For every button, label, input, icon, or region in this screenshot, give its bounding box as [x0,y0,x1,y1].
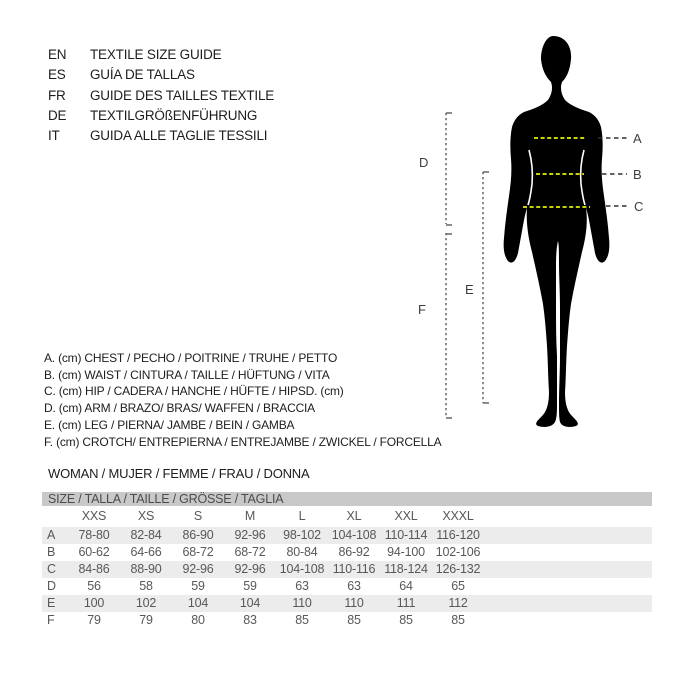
row-key: C [47,562,56,576]
woman-silhouette-shape [504,36,610,427]
size-value-cell: 94-100 [387,545,425,559]
language-title: TEXTILGRÖßENFÜHRUNG [90,107,258,123]
size-value-cell: 88-90 [130,562,162,576]
language-code: ES [48,67,66,83]
size-table [42,492,652,629]
figure-label-f: F [418,302,426,317]
language-code: DE [48,107,67,123]
language-code: EN [48,47,67,62]
size-value-cell: 80 [191,613,205,627]
size-value-cell: 112 [448,596,468,610]
row-filler [484,544,652,561]
size-header-row [42,506,652,527]
size-value-cell: 92-96 [234,562,266,576]
size-value-cell: 63 [347,579,361,593]
table-row [42,612,652,629]
size-value-cell: 102-106 [435,545,481,559]
size-value-cell: 104 [239,596,261,610]
audience-line: WOMAN / MUJER / FEMME / FRAU / DONNA [48,466,310,481]
size-value-cell: 126-132 [435,562,481,576]
row-filler [484,578,652,595]
language-row [48,126,274,146]
measure-ticks-df [446,113,452,418]
row-filler [484,527,652,544]
size-value-cell: 116-120 [436,528,480,542]
language-code: IT [48,128,60,144]
size-value-cell: 79 [139,613,153,627]
size-value-cell: 68-72 [234,545,266,559]
figure-label-c: C [634,199,644,214]
size-value-cell: 78-80 [78,528,110,542]
size-value-cell: 85 [295,613,309,627]
language-row [48,86,274,106]
table-row [42,527,652,544]
size-value-cell: 102 [135,596,157,610]
size-value-cell: 110 [292,596,312,610]
legend-item: D. (cm) ARM / BRAZO/ BRAS/ WAFFEN / BRACCIA [44,401,315,416]
size-value-cell: 83 [243,613,257,627]
size-value-cell: 104-108 [279,562,325,576]
size-value-cell: 59 [191,579,205,593]
size-value-cell: 64 [399,579,413,593]
table-row [42,595,652,612]
size-value-cell: 58 [139,579,153,593]
size-value-cell: 98-102 [283,528,321,542]
size-value-cell: 118-124 [384,562,428,576]
size-value-cell: 84-86 [78,562,110,576]
language-title-list [48,45,274,146]
size-value-cell: 110-114 [384,528,428,542]
row-filler [484,595,652,612]
row-filler [484,561,652,578]
header-filler [484,506,652,527]
language-title: GUÍA DE TALLAS [90,67,195,83]
language-code: FR [48,87,66,103]
legend-item: A. (cm) CHEST / PECHO / POITRINE / TRUHE / PETTO [44,351,338,365]
size-column-header: XXL [394,509,418,523]
legend-item: C. (cm) HIP / CADERA / HANCHE / HÜFTE / HIPSD. (cm) [44,384,344,399]
size-value-cell: 85 [347,613,361,627]
measurement-legend [44,350,441,450]
size-value-cell: 63 [295,579,309,593]
row-key: E [47,596,56,610]
row-filler [484,612,652,629]
size-value-cell: 104-108 [331,528,377,542]
size-value-cell: 86-90 [182,528,214,542]
size-column-header: XXXL [442,509,474,523]
table-row [42,561,652,578]
size-value-cell: 85 [399,613,413,627]
row-key: F [47,613,55,627]
size-value-cell: 100 [83,596,105,610]
size-value-cell: 110-116 [332,562,376,576]
size-value-cell: 68-72 [182,545,214,559]
size-value-cell: 85 [451,613,465,627]
language-title: TEXTILE SIZE GUIDE [90,47,222,62]
table-row [42,578,652,595]
table-row [42,544,652,561]
figure-label-d: D [419,155,429,170]
size-value-cell: 80-84 [286,545,318,559]
size-value-cell: 104 [187,596,209,610]
size-value-cell: 86-92 [338,545,370,559]
row-key: D [47,579,56,593]
size-value-cell: 92-96 [234,528,266,542]
figure-label-b: B [633,167,642,182]
size-value-cell: 64-66 [130,545,162,559]
language-row [48,45,274,65]
language-title: GUIDE DES TAILLES TEXTILE [90,87,275,103]
language-row [48,65,274,85]
header-corner-cell [42,506,68,527]
row-key: B [47,545,56,559]
table-title-band: SIZE / TALLA / TAILLE / GRÖSSE / TAGLIA [42,492,652,506]
size-value-cell: 59 [243,579,257,593]
figure-label-a: A [633,131,642,146]
size-value-cell: 110 [344,596,364,610]
legend-item: E. (cm) LEG / PIERNA/ JAMBE / BEIN / GAMBA [44,417,295,432]
row-key: A [47,528,56,542]
language-row [48,106,274,126]
size-column-header: S [193,509,203,523]
size-value-cell: 65 [451,579,465,593]
language-title: GUIDA ALLE TAGLIE TESSILI [90,128,268,144]
figure-label-e: E [465,282,474,297]
size-column-header: XXS [81,509,107,523]
measure-ticks-e [483,172,489,403]
size-value-cell: 111 [396,596,416,610]
size-value-cell: 56 [87,579,101,593]
size-value-cell: 60-62 [78,545,110,559]
legend-item: B. (cm) WAIST / CINTURA / TAILLE / HÜFTUNG / VITA [44,367,330,382]
size-value-cell: 82-84 [130,528,162,542]
size-value-cell: 79 [87,613,101,627]
size-column-header: M [244,509,256,523]
size-column-header: XS [137,509,155,523]
size-table-body [42,527,652,629]
size-column-header: XL [346,509,362,523]
size-column-header: L [298,509,306,523]
size-value-cell: 92-96 [182,562,214,576]
legend-item: F. (cm) CROTCH/ ENTREPIERNA / ENTREJAMBE / ZWICKEL / FORCELLA [44,434,442,449]
